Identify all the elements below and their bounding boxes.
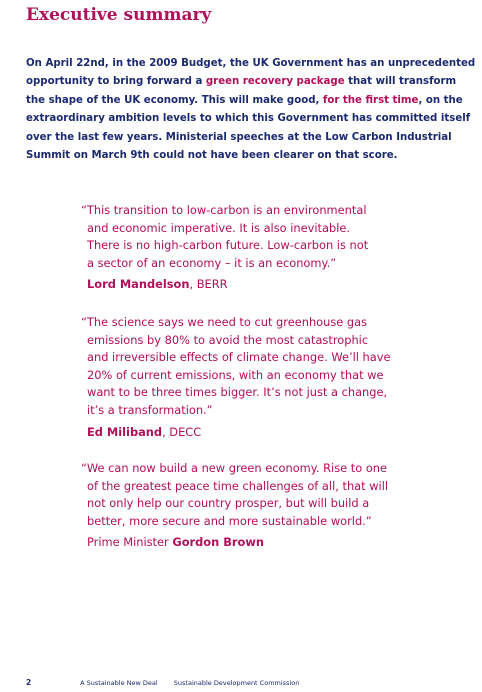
intro-line (26, 147, 446, 165)
intro-text: over the last few years. Ministerial speeches at the Low Carbon Industrial (26, 131, 452, 143)
page-number: 2 (26, 678, 32, 687)
quote-line: “We can now build a new green economy. Rise to one (81, 461, 388, 475)
intro-line (26, 73, 457, 91)
intro-line (26, 129, 452, 147)
quote-line: “This transition to low-carbon is an environmental (81, 203, 367, 217)
intro-line (26, 92, 463, 110)
quote-line: of the greatest peace time challenges of all, that will (87, 478, 389, 493)
speaker-name: Ed Miliband (87, 424, 163, 439)
intro-text: opportunity to bring forward a (26, 76, 206, 88)
quote-line: 20% of current emissions, with an economy that we (87, 367, 384, 382)
quote-line: not only help our country prosper, but will build a (87, 496, 370, 511)
quote-line: There is no high-carbon future. Low-carbon is not (87, 238, 369, 253)
intro-text: extraordinary ambition levels to which this Government has committed itself (26, 113, 471, 125)
quote-mandelson (81, 202, 368, 293)
speaker-name: Gordon Brown (172, 535, 264, 550)
intro-text: that will transform (344, 76, 457, 88)
quote-brown (81, 460, 388, 551)
quote-attribution (81, 424, 391, 441)
quote-line: a sector of an economy – it is an economy.” (87, 255, 337, 270)
quote-line: emissions by 80% to avoid the most catastrophic (87, 332, 369, 347)
quote-attribution (81, 276, 368, 293)
quote-attribution (81, 534, 388, 551)
intro-paragraph (26, 55, 476, 165)
speaker-department: , BERR (189, 277, 228, 292)
quote-line: “The science says we need to cut greenhouse gas (81, 315, 368, 329)
publication-title: A Sustainable New Deal (80, 679, 158, 687)
intro-text: On April 22nd, in the 2009 Budget, the UK Government has an unprecedented (26, 58, 476, 69)
quote-line: better, more secure and more sustainable world.” (87, 513, 372, 528)
quote-line: and economic imperative. It is also inevitable. (87, 220, 351, 235)
page-title: Executive summary (26, 5, 212, 25)
highlighted-phrase: for the first time (322, 94, 419, 106)
intro-text: the shape of the UK economy. This will make good, (26, 94, 323, 106)
attribution-title: Prime Minister (87, 535, 173, 550)
quote-line: want to be three times bigger. It’s not just a change, (87, 385, 388, 400)
intro-line (26, 55, 476, 73)
intro-text: , on the (418, 94, 463, 106)
speaker-department: , DECC (162, 424, 202, 439)
organisation-name: Sustainable Development Commission (173, 679, 300, 687)
intro-text: Summit on March 9th could not have been clearer on that score. (26, 150, 398, 162)
quote-line: it’s a transformation.” (87, 402, 213, 417)
highlighted-phrase: green recovery package (205, 76, 345, 88)
quote-miliband (81, 314, 391, 441)
quote-line: and irreversible effects of climate change. We’ll have (87, 350, 391, 365)
speaker-name: Lord Mandelson (87, 277, 190, 292)
page-footer (26, 678, 299, 688)
intro-line (26, 110, 471, 128)
